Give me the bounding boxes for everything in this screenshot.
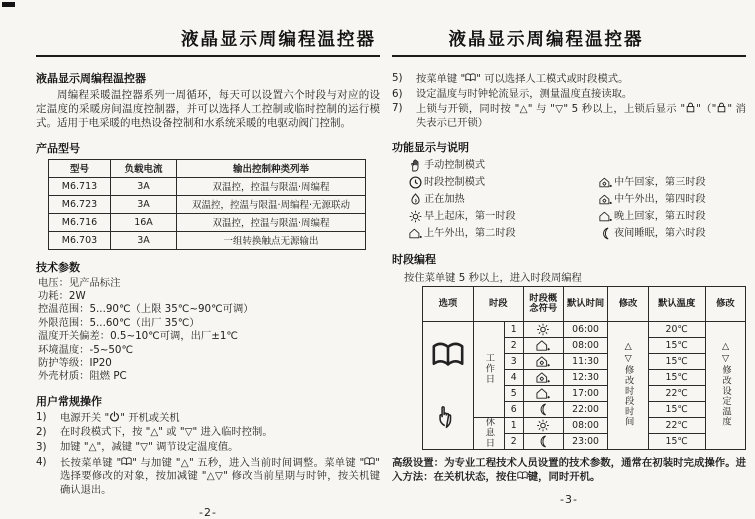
legend-right-column — [596, 157, 706, 242]
day-group-cell — [473, 322, 504, 418]
menu-book-icon — [517, 470, 528, 484]
menu-book-icon — [121, 456, 132, 471]
legend-label: 夜间睡眠，第六时段 — [614, 228, 706, 240]
table-header-row — [423, 287, 746, 322]
list-item — [392, 88, 746, 102]
cell-period-num: 1 — [504, 418, 523, 434]
cell-current: 3A — [111, 177, 177, 195]
heating-icon — [406, 193, 424, 206]
cell-default-time: 23:00 — [563, 434, 608, 450]
spec-line: 外壳材质：阻燃 PC — [38, 370, 127, 383]
legend-item — [406, 157, 596, 174]
tech-params-heading: 技术参数 — [36, 260, 80, 274]
cell-default-temp: 15℃ — [648, 370, 705, 386]
cell-default-time: 06:00 — [563, 322, 608, 338]
cell-period-num: 3 — [504, 354, 523, 370]
column-header: 时段 — [473, 287, 523, 322]
table-row — [49, 213, 366, 231]
legend-label: 晚上回家，第五时段 — [614, 211, 706, 223]
cell-default-time: 22:00 — [563, 402, 608, 418]
user-ops-list-continued — [392, 72, 746, 130]
cell-default-temp: 20℃ — [648, 322, 705, 338]
list-item — [392, 102, 746, 130]
item-number: 3) — [36, 441, 47, 454]
cell-output-type: 双温控，控温与限温·周编程·无源联动 — [177, 195, 366, 213]
column-header: 选项 — [423, 287, 474, 322]
menu-book-icon — [424, 342, 472, 368]
clock-icon — [406, 176, 424, 189]
user-ops-list — [36, 411, 380, 498]
list-item — [392, 72, 746, 87]
legend-label: 手动控制模式 — [424, 160, 486, 172]
item-text: 长按菜单键 " " 与加键 "△" 五秒，进入当前时间调整。菜单键 " " 选择要修改的对象，按加减键 "△▽" 修改当前星期与时钟，按关机键确认退出。 — [60, 456, 380, 496]
menu-book-icon — [465, 72, 476, 87]
cell-default-time: 12:30 — [563, 370, 608, 386]
list-item — [36, 426, 380, 440]
list-item — [36, 411, 380, 426]
house-out-icon — [523, 338, 563, 354]
day-group-label: 休息日 — [483, 416, 495, 448]
house-out-icon — [406, 227, 424, 240]
cell-model: M6.723 — [49, 195, 111, 213]
cell-default-temp: 22℃ — [648, 386, 705, 402]
intro-heading: 液晶显示周编程温控器 — [36, 72, 146, 85]
page-number: -2- — [199, 506, 217, 519]
list-item — [36, 441, 380, 455]
page-title: 液晶显示周编程温控器 — [36, 26, 380, 57]
cell-model: M6.713 — [49, 177, 111, 195]
pointing-hand-icon — [424, 402, 472, 429]
column-header: 默认时间 — [563, 287, 608, 322]
legend-item — [596, 191, 706, 208]
legend-label: 早上起床，第一时段 — [424, 211, 516, 223]
cell-default-temp: 15℃ — [648, 338, 705, 354]
page-2 — [36, 26, 380, 519]
table-row — [49, 231, 366, 249]
cell-output-type: 一组转换触点无源输出 — [177, 231, 366, 249]
period-programming-heading: 时段编程 — [392, 253, 436, 267]
spec-line: 环境温度：-5~50℃ — [38, 343, 134, 356]
spec-line: 外限范围：5...60℃（出厂 35℃） — [38, 316, 200, 329]
item-number: 4) — [36, 455, 47, 468]
legend-item — [406, 208, 596, 225]
legend-label: 中午回家，第三时段 — [614, 177, 706, 189]
cell-default-temp: 15℃ — [648, 402, 705, 418]
cell-model: M6.716 — [49, 213, 111, 231]
day-group-label: 工作日 — [483, 352, 495, 384]
item-number: 7) — [392, 102, 403, 115]
table-row — [423, 322, 746, 338]
cell-current: 3A — [111, 231, 177, 249]
house-in-icon — [523, 386, 563, 402]
legend-left-column — [392, 157, 596, 242]
manual-hand-icon — [406, 159, 424, 172]
modify-temp-cell — [705, 322, 745, 450]
lock-icon — [716, 102, 727, 117]
item-text: 电源开关 " " 开机或关机 — [60, 411, 180, 424]
legend-item — [406, 225, 596, 242]
cell-default-time: 08:00 — [563, 338, 608, 354]
item-text: 按菜单键 " " 可以选择人工模式或时段模式。 — [416, 73, 629, 85]
legend-label: 正在加热 — [424, 194, 465, 206]
column-header: 型号 — [49, 159, 111, 177]
intro-paragraph: 周编程采暖温控器系列一周循环，每天可以设置六个时段与对应的设定温度的采暖房间温度控制器，并可以选择人工控制或临时控制的运行模式。适用于电采暖的电热设备控制和水系统采暖的电驱动阀门控制。 — [36, 89, 380, 130]
option-cell — [423, 322, 474, 450]
house-in-icon — [596, 210, 614, 223]
item-number: 1) — [36, 410, 47, 423]
legend-item — [596, 174, 706, 191]
cell-default-time: 17:00 — [563, 386, 608, 402]
modify-time-cell — [608, 322, 648, 450]
user-ops-heading: 用户常规操作 — [36, 394, 102, 408]
house-sun-out-icon — [596, 193, 614, 206]
moon-icon — [596, 227, 614, 240]
legend-label: 上午外出，第二时段 — [424, 228, 516, 240]
legend-label: 中午外出，第四时段 — [614, 194, 706, 206]
spec-line: 防护等级：IP20 — [38, 357, 112, 370]
column-header: 修改 — [705, 287, 745, 322]
item-number: 6) — [392, 87, 403, 100]
column-header: 时段概念符号 — [523, 287, 563, 322]
power-icon — [109, 411, 120, 426]
cell-output-type: 双温控，控温与限温·周编程 — [177, 213, 366, 231]
period-programming-note: 按住菜单键 5 秒以上，进入时段周编程 — [404, 272, 582, 285]
moon-icon — [523, 434, 563, 450]
table-row — [49, 195, 366, 213]
function-legend — [392, 157, 746, 242]
tech-spec-list — [38, 277, 380, 384]
cell-period-num: 6 — [504, 402, 523, 418]
cell-current: 16A — [111, 213, 177, 231]
item-number: 5) — [392, 72, 403, 84]
cell-default-time: 08:00 — [563, 418, 608, 434]
scan-artifact — [2, 2, 15, 7]
cell-default-temp: 15℃ — [648, 354, 705, 370]
cell-period-num: 5 — [504, 386, 523, 402]
legend-label: 时段控制模式 — [424, 177, 486, 189]
page-title: 液晶显示周编程温控器 — [392, 26, 746, 57]
cell-period-num: 1 — [504, 322, 523, 338]
menu-book-icon — [364, 456, 375, 471]
cell-output-type: 双温控，控温与限温·周编程 — [177, 177, 366, 195]
moon-icon — [523, 402, 563, 418]
house-sun-out-icon — [523, 370, 563, 386]
house-sun-icon — [523, 354, 563, 370]
column-header: 默认温度 — [648, 287, 705, 322]
day-group-cell — [473, 418, 504, 450]
spec-line: 控温范围：5...90℃（上限 35℃~90℃可调） — [38, 303, 254, 316]
spec-line: 功耗：2W — [38, 290, 86, 303]
cell-period-num: 2 — [504, 338, 523, 354]
item-text: 在时段模式下，按 "△" 或 "▽" 进入临时控制。 — [60, 426, 273, 439]
page-3 — [392, 26, 746, 506]
item-text: 设定温度与时钟轮流显示，测量温度直接读取。 — [416, 87, 633, 100]
legend-item — [406, 191, 596, 208]
legend-item — [596, 225, 706, 242]
legend-item — [596, 208, 706, 225]
product-model-heading: 产品型号 — [36, 141, 80, 155]
product-model-table — [48, 159, 366, 250]
modify-time-label: △▽修改时段时间 — [622, 341, 634, 428]
cell-period-num: 2 — [504, 434, 523, 450]
advanced-settings-text: 为专业工程技术人员设置的技术参数，通常在初装时完成操作。进入方法：在关机状态，按住 键，同时开机。 — [392, 457, 746, 484]
column-header: 输出控制种类列举 — [177, 159, 366, 177]
table-header-row — [49, 159, 366, 177]
spec-line: 温度开关偏差：0.5~10℃可调，出厂±1℃ — [38, 330, 238, 343]
house-sun-icon — [596, 176, 614, 189]
period-program-table — [422, 286, 746, 450]
cell-model: M6.703 — [49, 231, 111, 249]
item-text: 加键 "△"，减键 "▽" 调节设定温度值。 — [60, 441, 239, 454]
page-number: -3- — [560, 493, 578, 507]
item-text: 上锁与开锁，同时按 "△" 与 "▽" 5 秒以上，上锁后显示 " "（" " 消失表示已开锁） — [416, 103, 746, 129]
spec-line: 电压：见产品标注 — [38, 276, 121, 289]
sun-icon — [523, 322, 563, 338]
function-display-heading: 功能显示与说明 — [392, 141, 469, 155]
sun-icon — [406, 210, 424, 223]
cell-default-temp: 15℃ — [648, 434, 705, 450]
cell-current: 3A — [111, 195, 177, 213]
sun-icon — [523, 418, 563, 434]
item-number: 2) — [36, 426, 47, 439]
column-header: 负载电流 — [111, 159, 177, 177]
modify-temp-label: △▽修改设定温度 — [720, 341, 732, 428]
cell-default-time: 11:30 — [563, 354, 608, 370]
advanced-settings-note — [392, 456, 746, 484]
legend-item — [406, 174, 596, 191]
advanced-settings-label: 高级设置： — [392, 457, 445, 470]
list-item — [36, 456, 380, 498]
lock-icon — [685, 102, 696, 117]
table-row — [49, 177, 366, 195]
column-header: 修改 — [608, 287, 648, 322]
cell-period-num: 4 — [504, 370, 523, 386]
cell-default-temp: 22℃ — [648, 418, 705, 434]
